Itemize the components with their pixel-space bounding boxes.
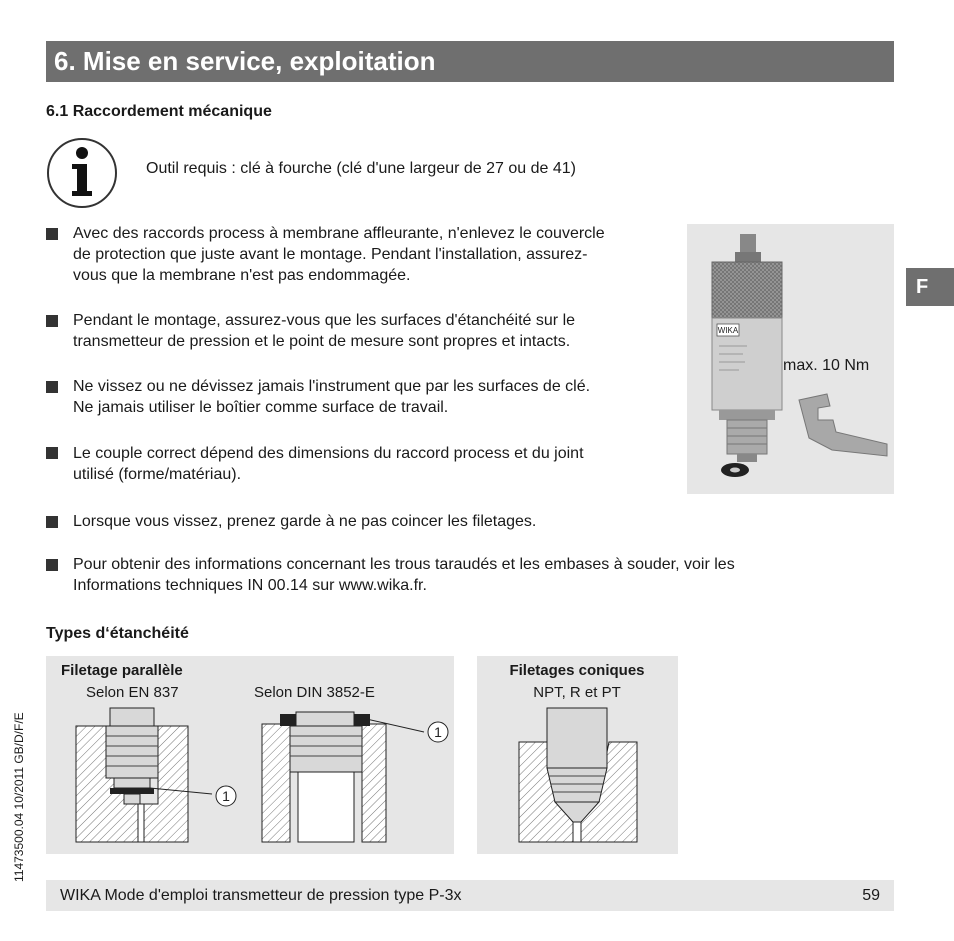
product-image bbox=[687, 224, 894, 494]
language-tab: F bbox=[906, 268, 954, 306]
marker-1: 1 bbox=[222, 788, 230, 804]
conical-thread-title: Filetages coniques bbox=[509, 662, 645, 679]
standard-en837: Selon EN 837 bbox=[86, 684, 179, 701]
bullet-marker bbox=[46, 228, 58, 240]
torque-label: max. 10 Nm bbox=[783, 357, 870, 374]
parallel-thread-panel bbox=[46, 656, 454, 854]
sealing-title: Types d‘étanchéité bbox=[46, 625, 189, 642]
footer bbox=[46, 880, 894, 911]
info-icon bbox=[46, 137, 118, 209]
info-note-text: Outil requis : clé à fourche (clé d'une largeur de 27 ou de 41) bbox=[146, 160, 576, 177]
list-item: Le couple correct dépend des dimensions du raccord process et du joint utilisé (forme/matériau). bbox=[73, 445, 584, 483]
parallel-thread-title: Filetage parallèle bbox=[61, 662, 183, 679]
standard-din3852: Selon DIN 3852-E bbox=[254, 684, 375, 701]
page-title: 6. Mise en service, exploitation bbox=[46, 41, 894, 82]
page-number: 59 bbox=[862, 887, 880, 904]
document-reference: 11473500.04 10/2011 GB/D/F/E bbox=[12, 712, 26, 882]
bullet-marker bbox=[46, 315, 58, 327]
list-item: Avec des raccords process à membrane affleurante, n'enlevez le couvercle de protection que juste avant le montage. Pendant l'installation, assurez- vous que la membrane n'est pas endommagée. bbox=[73, 225, 605, 284]
footer-text: WIKA Mode d'emploi transmetteur de pression type P-3x bbox=[60, 887, 462, 904]
section-title: 6.1 Raccordement mécanique bbox=[46, 103, 272, 120]
list-item: Lorsque vous vissez, prenez garde à ne pas coincer les filetages. bbox=[73, 513, 537, 530]
list-item: Pendant le montage, assurez-vous que les surfaces d'étanchéité sur le transmetteur de pression et le point de mesure sont propres et intacts. bbox=[73, 312, 576, 350]
standard-npt: NPT, R et PT bbox=[533, 684, 621, 701]
list-item: Pour obtenir des informations concernant les trous taraudés et les embases à souder, voir les Informations techniques IN 00.14 sur www.wika.fr. bbox=[73, 556, 735, 594]
brand-label: WIKA bbox=[717, 326, 739, 335]
bullet-marker bbox=[46, 516, 58, 528]
list-item: Ne vissez ou ne dévissez jamais l'instrument que par les surfaces de clé. Ne jamais utiliser le boîtier comme surface de travail. bbox=[73, 378, 591, 416]
conical-thread-panel bbox=[477, 656, 678, 854]
marker-1: 1 bbox=[434, 724, 442, 740]
bullet-marker bbox=[46, 381, 58, 393]
bullet-marker bbox=[46, 559, 58, 571]
bullet-marker bbox=[46, 447, 58, 459]
